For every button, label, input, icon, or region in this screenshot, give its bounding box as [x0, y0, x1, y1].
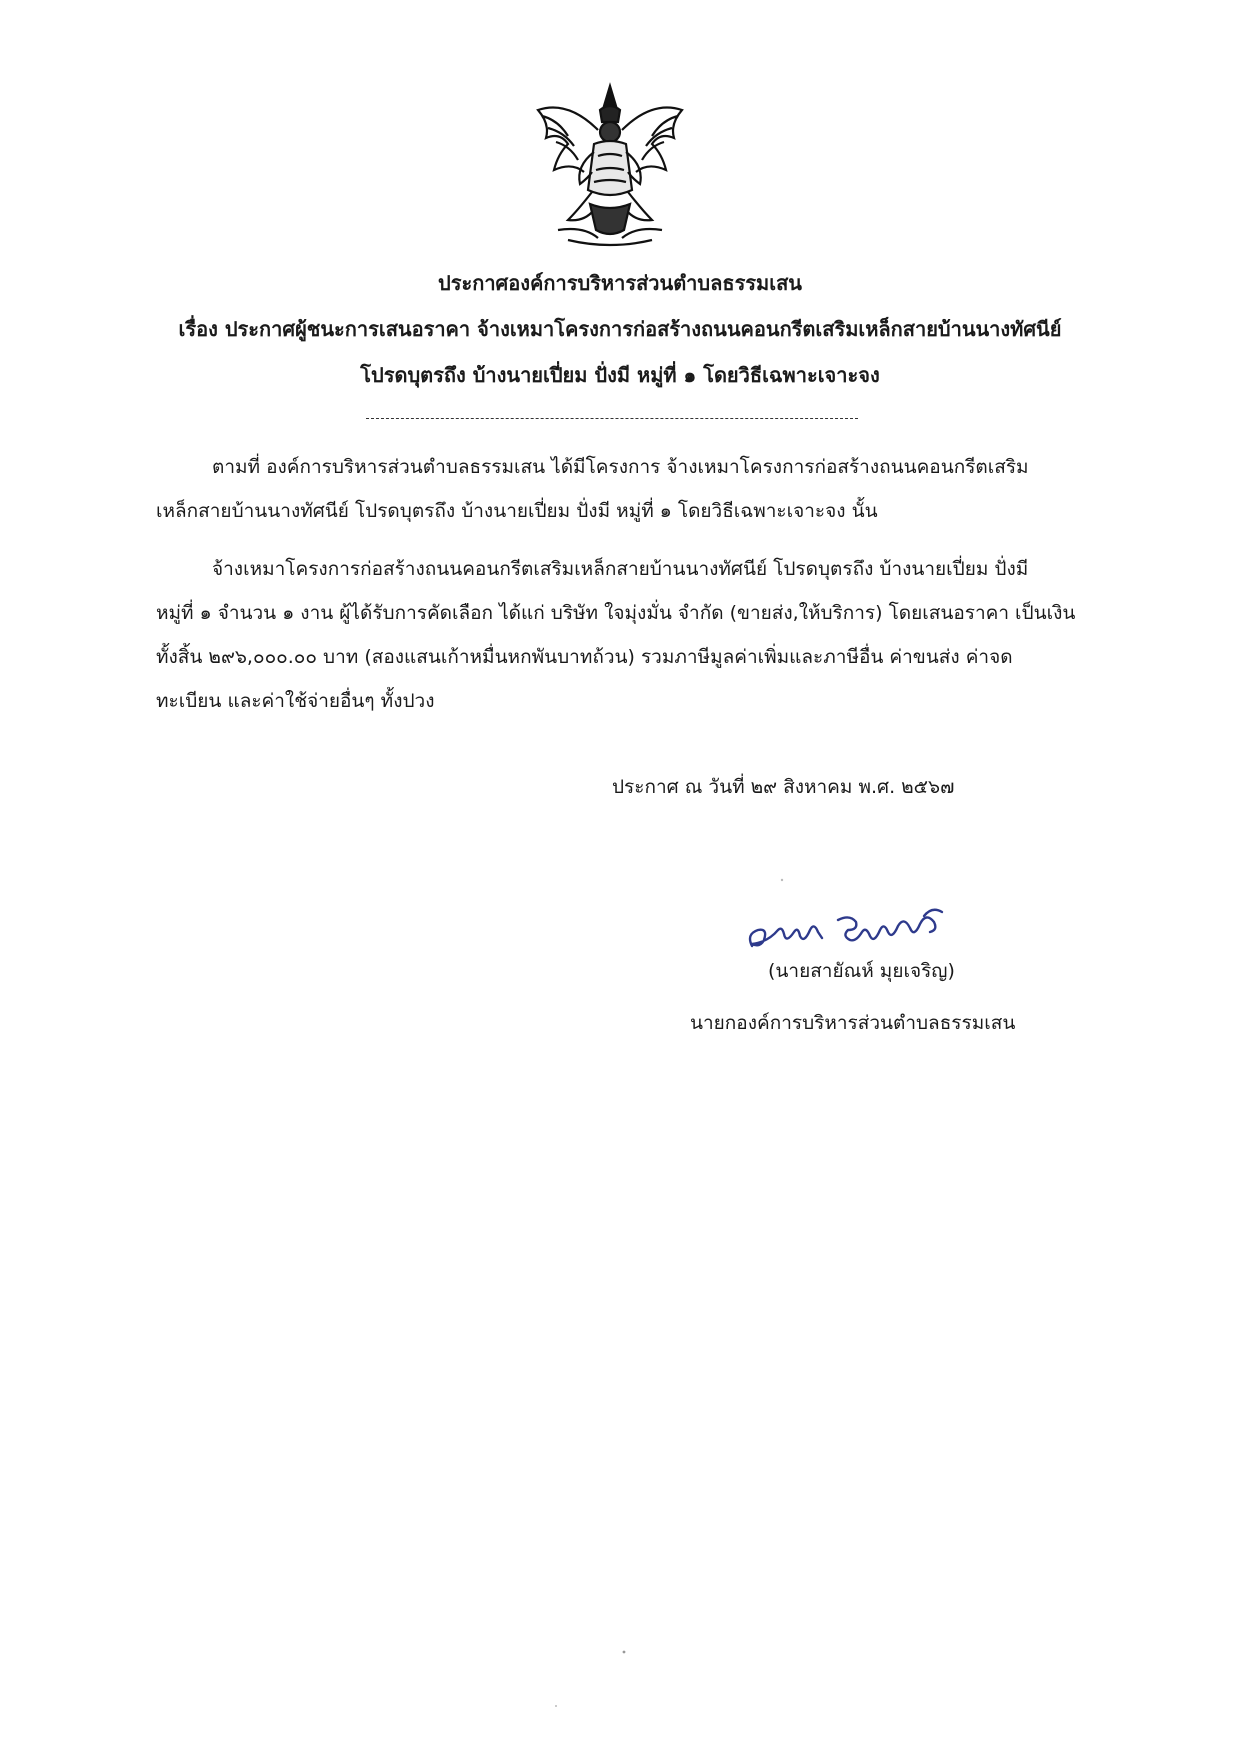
paragraph2-line1: จ้างเหมาโครงการก่อสร้างถนนคอนกรีตเสริมเหล็กสายบ้านนางทัศนีย์ โปรดบุตรถึง บ้างนายเปี่ยม ปั่งมี	[212, 558, 1029, 580]
announcement-date: ประกาศ ณ วันที่ ๒๙ สิงหาคม พ.ศ. ๒๕๖๗	[612, 776, 955, 798]
announcement-org-title: ประกาศองค์การบริหารส่วนตำบลธรรมเสน	[438, 271, 802, 295]
paragraph1-line2: เหล็กสายบ้านนางทัศนีย์ โปรดบุตรถึง บ้างนายเปี่ยม ปั่งมี หมู่ที่ ๑ โดยวิธีเฉพาะเจาะจง นั้น	[156, 500, 878, 522]
announcement-subject-line1: เรื่อง ประกาศผู้ชนะการเสนอราคา จ้างเหมาโครงการก่อสร้างถนนคอนกรีตเสริมเหล็กสายบ้านนางทัศนีย์	[178, 317, 1062, 341]
signature-mark	[738, 886, 988, 966]
announcement-subject-line2: โปรดบุตรถึง บ้างนายเปี่ยม ปั่งมี หมู่ที่ ๑ โดยวิธีเฉพาะเจาะจง	[360, 363, 880, 387]
paragraph2-line3: ทั้งสิ้น ๒๙๖,๐๐๐.๐๐ บาท (สองแสนเก้าหมื่นหกพันบาทถ้วน) รวมภาษีมูลค่าเพิ่มและภาษีอื่น ค่าขนส่ง ค่าจด	[156, 646, 1013, 668]
paragraph2-line2: หมู่ที่ ๑ จำนวน ๑ งาน ผู้ได้รับการคัดเลือก ได้แก่ บริษัท ใจมุ่งมั่น จำกัด (ขายส่ง,ให้บริการ) โดยเสนอราคา เป็นเงิน	[156, 602, 1076, 624]
signer-position: นายกองค์การบริหารส่วนตำบลธรรมเสน	[690, 1012, 1016, 1034]
paragraph1-line1: ตามที่ องค์การบริหารส่วนตำบลธรรมเสน ได้มีโครงการ จ้างเหมาโครงการก่อสร้างถนนคอนกรีตเสริม	[212, 456, 1029, 478]
signer-name: (นายสายัณห์ มุยเจริญ)	[768, 960, 955, 982]
divider-line	[366, 418, 858, 419]
paragraph2-line4: ทะเบียน และค่าใช้จ่ายอื่นๆ ทั้งปวง	[156, 690, 435, 712]
garuda-emblem-icon	[528, 80, 692, 252]
